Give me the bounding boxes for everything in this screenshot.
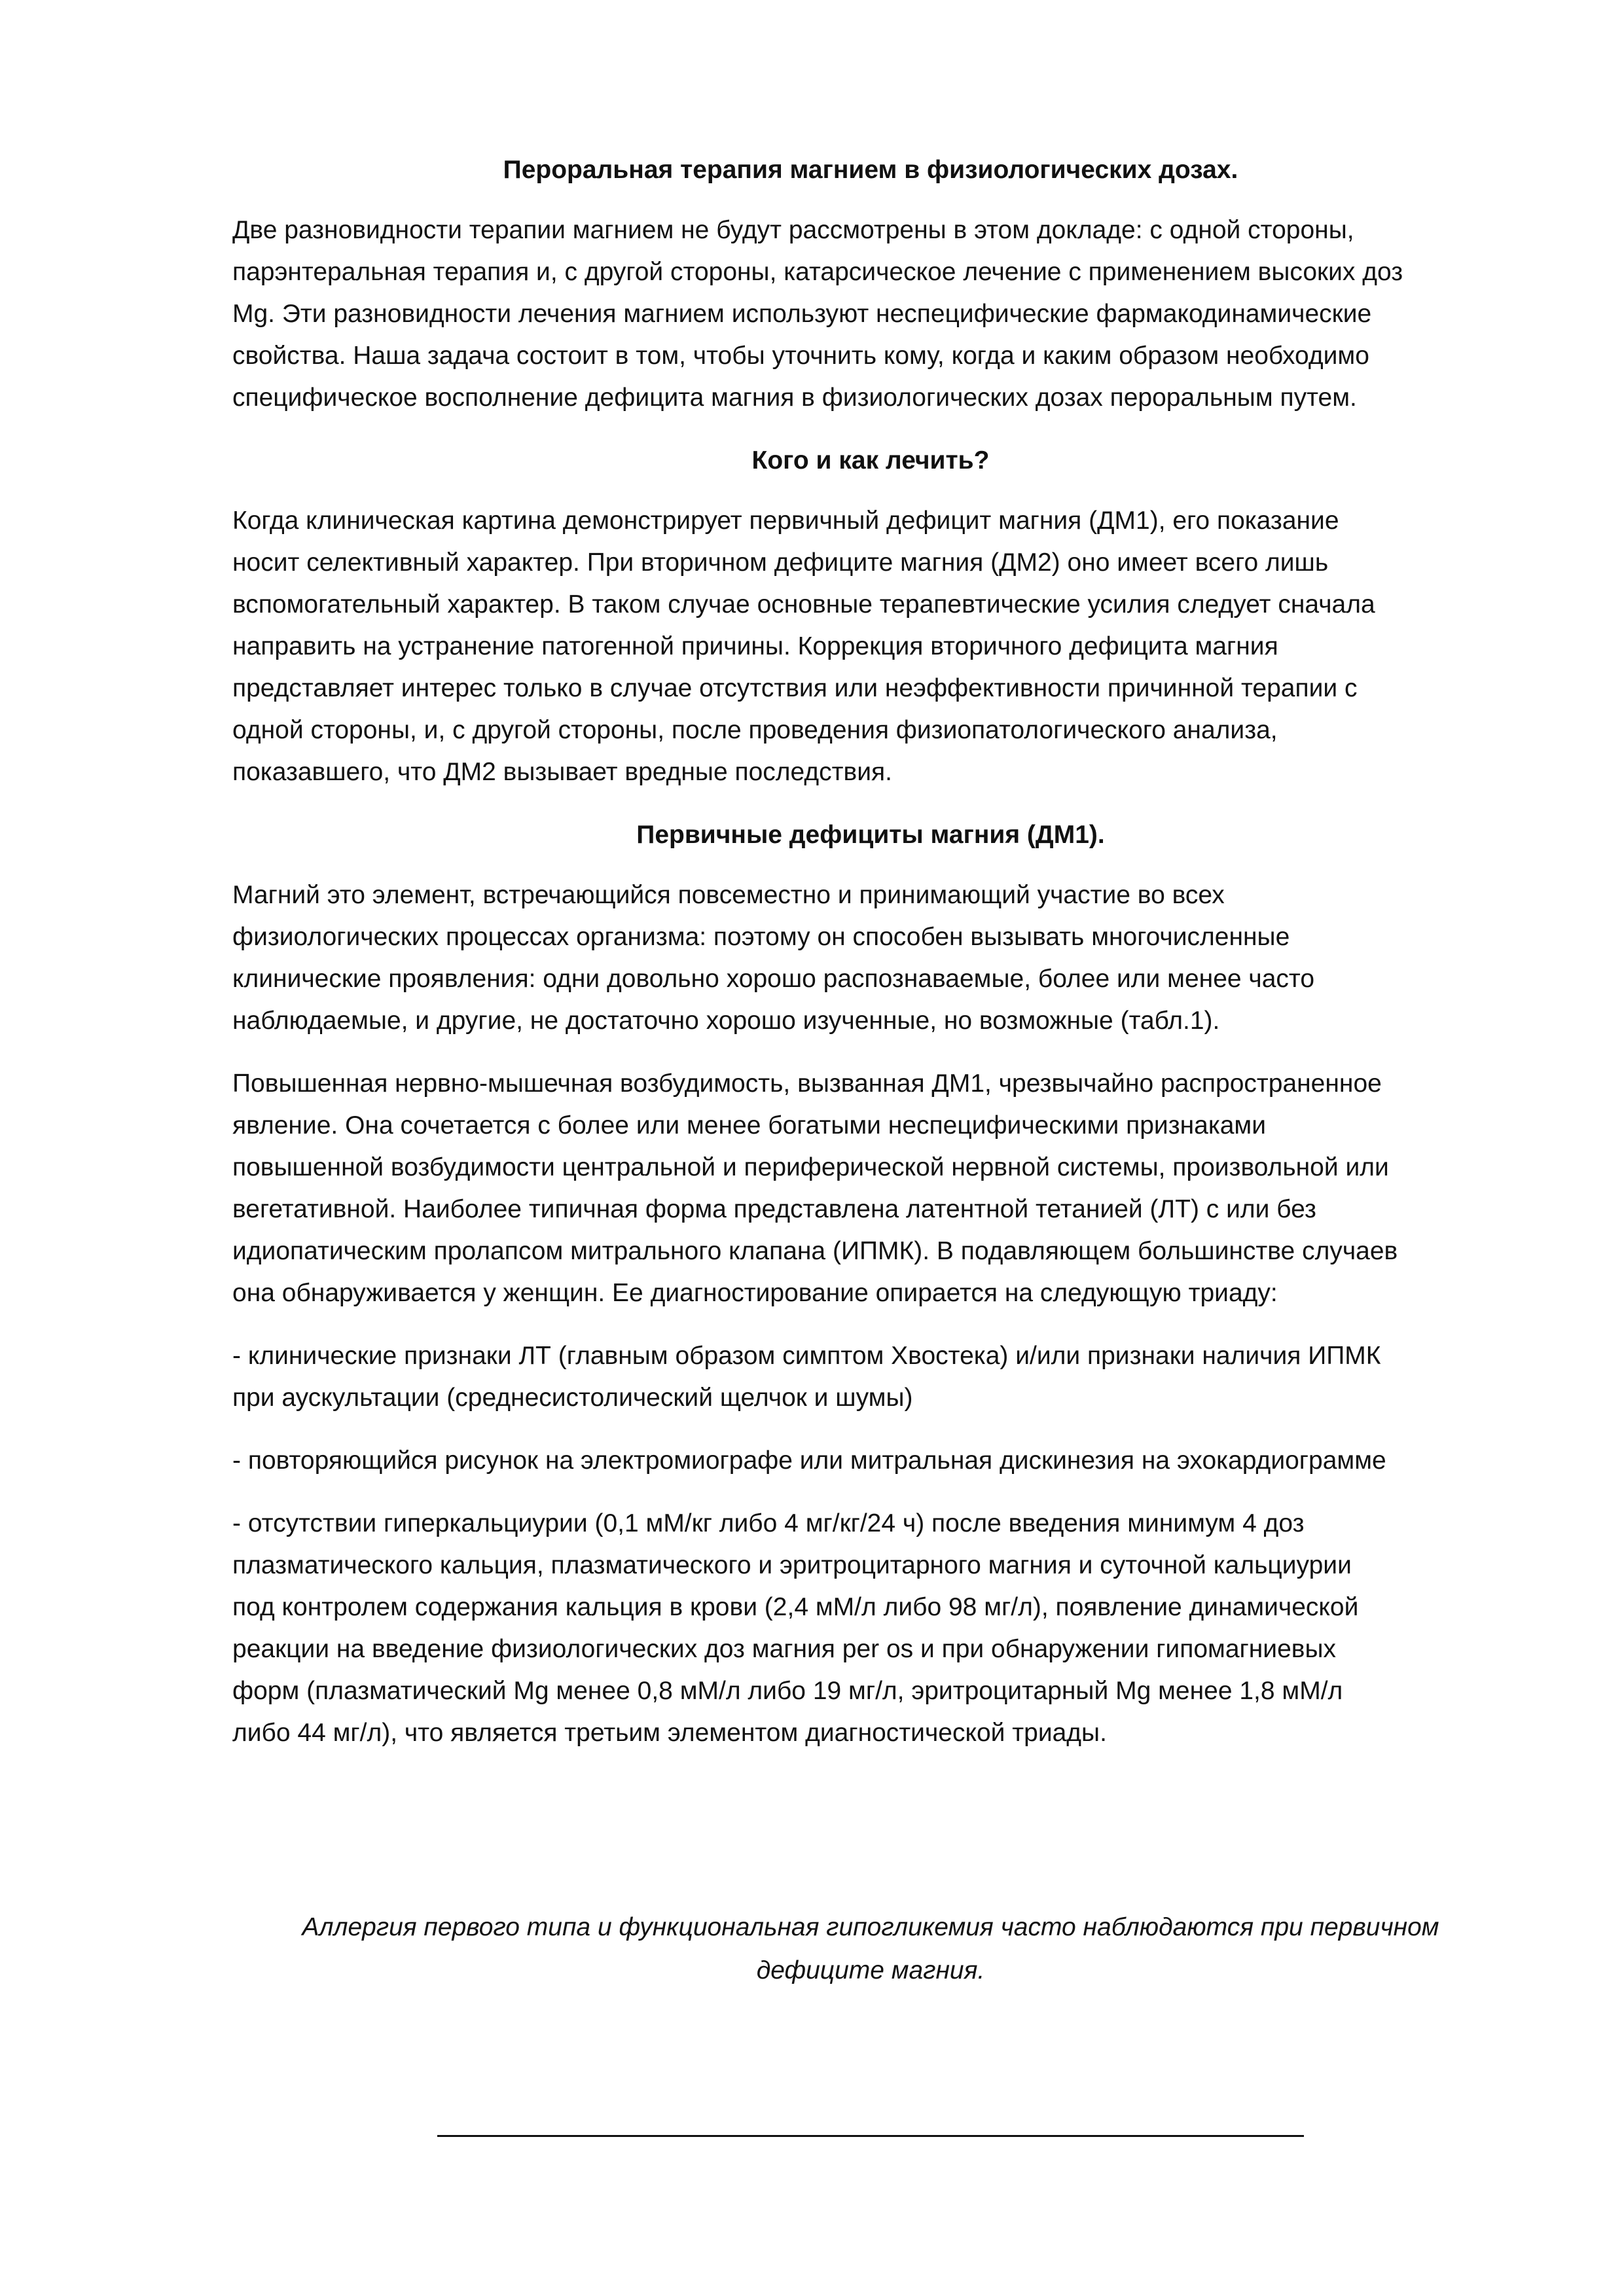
text-line: клинические проявления: одни довольно хорошо распознаваемые, более или менее часто: [232, 965, 1315, 993]
document-body: [232, 149, 1509, 1775]
text-line: показавшего, что ДМ2 вызывает вредные последствия.: [232, 758, 892, 786]
text-line: Когда клиническая картина демонстрирует первичный дефицит магния (ДМ1), его показание: [232, 507, 1339, 535]
callout-line: Аллергия первого типа и функциональная гипогликемия часто наблюдаются при первичном: [302, 1913, 1439, 1941]
paragraph-whom-and-how: [232, 500, 1509, 793]
text-line: парэнтеральная терапия и, с другой стороны, катарсическое лечение с применением высоких доз: [232, 258, 1403, 286]
text-line: представляет интерес только в случае отсутствия или неэффективности причинной терапии с: [232, 674, 1358, 702]
text-line: явление. Она сочетается с более или менее богатыми неспецифическими признаками: [232, 1111, 1267, 1139]
text-line: Магний это элемент, встречающийся повсеместно и принимающий участие во всех: [232, 881, 1225, 909]
text-line: - повторяющийся рисунок на электромиографе или митральная дискинезия на эхокардиограмме: [232, 1446, 1386, 1475]
text-line: реакции на введение физиологических доз магния per os и при обнаружении гипомагниевых: [232, 1635, 1337, 1663]
triad-item-clinical-signs: [232, 1335, 1509, 1419]
text-line: она обнаруживается у женщин. Ее диагностирование опирается на следующую триаду:: [232, 1279, 1278, 1307]
italic-callout: [232, 1906, 1509, 1992]
text-line: направить на устранение патогенной причины. Коррекция вторичного дефицита магния: [232, 632, 1278, 660]
text-line: при аускультации (среднесистолический щелчок и шумы): [232, 1384, 913, 1412]
text-line: Повышенная нервно-мышечная возбудимость, вызванная ДМ1, чрезвычайно распространенное: [232, 1069, 1382, 1098]
text-line: - клинические признаки ЛТ (главным образом симптом Хвостека) и/или признаки наличия ИПМК: [232, 1342, 1381, 1370]
text-line: форм (плазматический Mg менее 0,8 мМ/л либо 19 мг/л, эритроцитарный Mg менее 1,8 мМ/л: [232, 1677, 1343, 1705]
text-line: специфическое восполнение дефицита магния в физиологических дозах пероральным путем.: [232, 384, 1357, 412]
section-title-oral-therapy: Пероральная терапия магнием в физиологических дозах.: [503, 156, 1238, 184]
text-line: носит селективный характер. При вторичном дефиците магния (ДМ2) оно имеет всего лишь: [232, 548, 1329, 577]
text-line: физиологических процессах организма: поэтому он способен вызывать многочисленные: [232, 923, 1290, 951]
section-title-primary-deficits: Первичные дефициты магния (ДМ1).: [636, 821, 1105, 849]
text-line: одной стороны, и, с другой стороны, после проведения физиопатологического анализа,: [232, 716, 1278, 744]
text-line: вегетативной. Наиболее типичная форма представлена латентной тетанией (ЛТ) с или без: [232, 1195, 1316, 1223]
callout-line: дефиците магния.: [756, 1956, 985, 1984]
paragraph-intro: [232, 209, 1509, 419]
text-line: идиопатическим пролапсом митрального клапана (ИПМК). В подавляющем большинстве случаев: [232, 1237, 1398, 1265]
text-line: - отсутствии гиперкальциурии (0,1 мМ/кг либо 4 мг/кг/24 ч) после введения минимум 4 доз: [232, 1509, 1305, 1537]
text-line: наблюдаемые, и другие, не достаточно хорошо изученные, но возможные (табл.1).: [232, 1007, 1220, 1035]
text-line: под контролем содержания кальция в крови (2,4 мМ/л либо 98 мг/л), появление динамической: [232, 1593, 1359, 1621]
text-line: плазматического кальция, плазматического и эритроцитарного магния и суточной кальциурии: [232, 1551, 1352, 1579]
triad-item-emg: [232, 1440, 1509, 1482]
triad-item-lab-tests: [232, 1503, 1509, 1754]
text-line: Две разновидности терапии магнием не будут рассмотрены в этом докладе: с одной стороны,: [232, 216, 1354, 244]
paragraph-magnesium-element: [232, 874, 1509, 1042]
section-title-whom-and-how: Кого и как лечить?: [751, 446, 990, 475]
text-line: Mg. Эти разновидности лечения магнием используют неспецифические фармакодинамические: [232, 300, 1372, 328]
text-line: вспомогательный характер. В таком случае основные терапевтические усилия следует сначала: [232, 590, 1375, 619]
paragraph-excitability: [232, 1063, 1509, 1314]
text-line: либо 44 мг/л), что является третьим элементом диагностической триады.: [232, 1719, 1107, 1747]
horizontal-rule: [437, 2135, 1304, 2137]
text-line: свойства. Наша задача состоит в том, чтобы уточнить кому, когда и каким образом необходимо: [232, 342, 1369, 370]
text-line: повышенной возбудимости центральной и периферической нервной системы, произвольной или: [232, 1153, 1389, 1181]
